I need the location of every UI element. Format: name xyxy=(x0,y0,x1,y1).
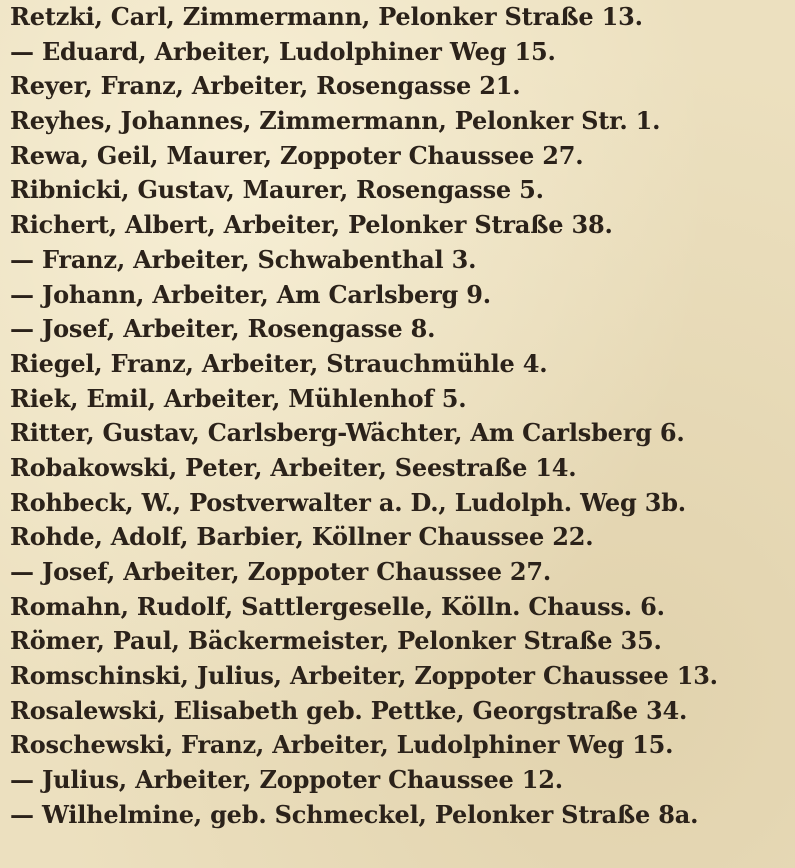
entry-text: Riegel, Franz, Arbeiter, Strauchmühle 4. xyxy=(10,348,548,378)
list-item xyxy=(10,278,795,313)
list-item xyxy=(10,139,795,174)
list-item xyxy=(10,312,795,347)
entry-text: Reyer, Franz, Arbeiter, Rosengasse 21. xyxy=(10,71,521,101)
list-item xyxy=(10,69,795,104)
entry-text: — Eduard, Arbeiter, Ludolphiner Weg 15. xyxy=(10,36,556,66)
entry-text: Römer, Paul, Bäckermeister, Pelonker Straße 35. xyxy=(10,626,662,656)
list-item xyxy=(10,486,795,521)
entry-text: Richert, Albert, Arbeiter, Pelonker Straße 38. xyxy=(10,210,613,240)
entry-text: Reyhes, Johannes, Zimmermann, Pelonker Str. 1. xyxy=(10,106,661,136)
entry-text: — Josef, Arbeiter, Rosengasse 8. xyxy=(10,314,436,344)
list-item xyxy=(10,243,795,278)
entry-text: Rohde, Adolf, Barbier, Köllner Chaussee 22. xyxy=(10,522,594,552)
list-item xyxy=(10,35,795,70)
entry-text: — Julius, Arbeiter, Zoppoter Chaussee 12. xyxy=(10,765,563,795)
list-item xyxy=(10,347,795,382)
entry-text: Retzki, Carl, Zimmermann, Pelonker Straße 13. xyxy=(10,2,643,31)
list-item xyxy=(10,728,795,763)
list-item xyxy=(10,798,795,833)
entry-text: — Josef, Arbeiter, Zoppoter Chaussee 27. xyxy=(10,557,552,586)
list-item xyxy=(10,208,795,243)
list-item xyxy=(10,694,795,729)
list-item xyxy=(10,659,795,694)
list-item xyxy=(10,416,795,451)
entry-text: Romahn, Rudolf, Sattlergeselle, Kölln. Chauss. 6. xyxy=(10,591,665,621)
list-item xyxy=(10,763,795,798)
list-item xyxy=(10,173,795,208)
entry-text: — Johann, Arbeiter, Am Carlsberg 9. xyxy=(10,279,491,309)
entry-text: Rohbeck, W., Postverwalter a. D., Ludolph. Weg 3b. xyxy=(10,487,686,517)
list-item xyxy=(10,624,795,659)
entry-text: Ritter, Gustav, Carlsberg-Wächter, Am Carlsberg 6. xyxy=(10,418,685,448)
list-item xyxy=(10,590,795,625)
list-item xyxy=(10,451,795,486)
list-item xyxy=(10,555,795,590)
entry-text: Romschinski, Julius, Arbeiter, Zoppoter Chaussee 13. xyxy=(10,661,718,691)
entry-text: Roschewski, Franz, Arbeiter, Ludolphiner Weg 15. xyxy=(10,730,674,760)
entry-text: Riek, Emil, Arbeiter, Mühlenhof 5. xyxy=(10,383,467,413)
list-item xyxy=(10,0,795,35)
entry-text: Ribnicki, Gustav, Maurer, Rosengasse 5. xyxy=(10,175,544,205)
entry-text: Rewa, Geil, Maurer, Zoppoter Chaussee 27. xyxy=(10,140,584,170)
list-item xyxy=(10,104,795,139)
entry-text: — Wilhelmine, geb. Schmeckel, Pelonker Straße 8a. xyxy=(10,799,699,829)
entry-text: — Franz, Arbeiter, Schwabenthal 3. xyxy=(10,244,477,274)
address-list xyxy=(10,0,795,833)
list-item xyxy=(10,520,795,555)
entry-text: Robakowski, Peter, Arbeiter, Seestraße 14. xyxy=(10,452,577,482)
list-item xyxy=(10,382,795,417)
entry-text: Rosalewski, Elisabeth geb. Pettke, Georgstraße 34. xyxy=(10,695,688,725)
